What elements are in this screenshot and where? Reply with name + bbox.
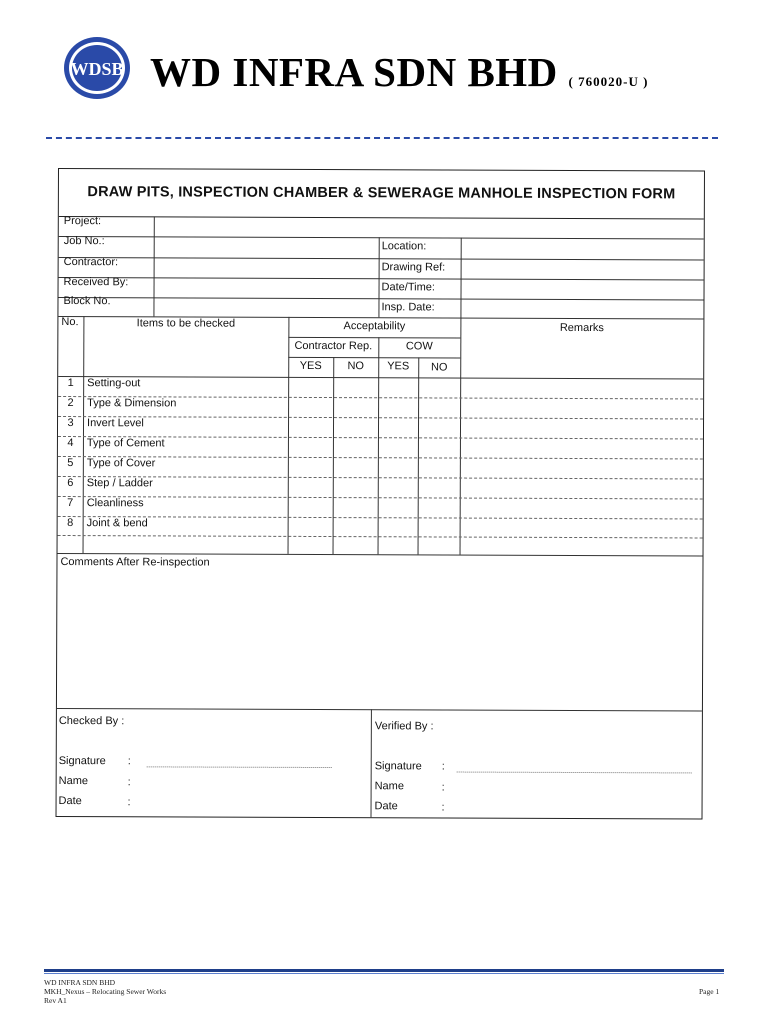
verified-date-label: Date	[374, 800, 398, 813]
colon: :	[441, 760, 445, 773]
item-row-line	[58, 416, 703, 419]
colon: :	[127, 776, 131, 789]
footer-rule-thin	[44, 973, 724, 974]
company-logo	[62, 35, 132, 101]
col-no-2: NO	[430, 361, 448, 374]
row-4-item: Type of Cement	[86, 437, 165, 450]
field-location: Location:	[381, 240, 427, 253]
col-yes-1: YES	[299, 359, 322, 373]
field-contractor: Contractor:	[63, 256, 119, 269]
col-yes2-divider	[418, 357, 420, 554]
footer-rule	[44, 969, 724, 972]
logo-text: WDSB	[70, 59, 124, 79]
field-date-time: Date/Time:	[381, 281, 435, 294]
colon: :	[441, 781, 445, 794]
row-2-no: 2	[67, 397, 74, 410]
col-remarks-header: Remarks	[559, 321, 604, 335]
checked-signature-label: Signature	[58, 755, 106, 768]
row-4-no: 4	[67, 437, 74, 450]
footer-project: MKH_Nexus – Relocating Sewer Works	[44, 987, 167, 996]
col-acceptability-header: Acceptability	[343, 320, 406, 333]
row-1-no: 1	[67, 377, 74, 390]
verified-name-label: Name	[374, 780, 404, 793]
row-5-no: 5	[67, 457, 74, 470]
company-name	[150, 48, 648, 96]
verified-by-label: Verified By :	[374, 720, 434, 733]
inspection-form	[56, 168, 705, 819]
colon: :	[127, 755, 131, 768]
info-right-divider	[460, 238, 461, 318]
footer-company: WD INFRA SDN BHD	[44, 978, 116, 987]
verified-signature-label: Signature	[374, 760, 422, 773]
field-insp-date: Insp. Date:	[381, 301, 435, 314]
row-3-no: 3	[67, 417, 74, 430]
comments-label: Comments After Re-inspection	[60, 556, 210, 569]
form-title: DRAW PITS, INSPECTION CHAMBER & SEWERAGE MANHOLE INSPECTION FORM	[59, 169, 704, 219]
row-8-item: Joint & bend	[86, 517, 148, 530]
info-label-divider	[153, 216, 154, 316]
row-8-no: 8	[67, 517, 74, 530]
row-7-no: 7	[67, 497, 74, 510]
item-row-line	[58, 496, 703, 499]
col-no-divider	[83, 316, 85, 553]
row-6-no: 6	[67, 477, 74, 490]
col-no-header: No.	[61, 316, 79, 329]
checked-date-label: Date	[58, 795, 82, 808]
col-cow-header: COW	[405, 340, 433, 353]
row-1-item: Setting-out	[87, 377, 141, 390]
row-7-item: Cleanliness	[86, 497, 144, 510]
signature-line	[147, 766, 332, 768]
col-contractor-header: Contractor Rep.	[294, 339, 373, 353]
registration-number: ( 760020-U )	[568, 74, 649, 89]
col-yes1-divider	[333, 357, 335, 554]
col-no-1: NO	[347, 360, 365, 373]
signature-divider	[371, 709, 372, 817]
comments-bottom-line	[57, 708, 702, 711]
checked-name-label: Name	[58, 775, 89, 788]
signature-line	[457, 772, 692, 774]
row-5-item: Type of Cover	[86, 457, 156, 470]
footer-revision: Rev A1	[44, 996, 67, 1005]
field-block-no: Block No.	[63, 295, 111, 308]
field-received-by: Received By:	[63, 276, 129, 289]
row-6-item: Step / Ladder	[86, 477, 153, 490]
item-row-line	[58, 476, 703, 479]
field-drawing-ref: Drawing Ref:	[381, 261, 446, 274]
header-divider	[46, 137, 718, 139]
col-yes-2: YES	[387, 360, 410, 373]
colon: :	[127, 796, 131, 809]
company-name-text: WD INFRA SDN BHD	[150, 49, 558, 95]
table-header-bottom	[58, 376, 703, 379]
info-mid-divider	[378, 237, 379, 317]
field-job-no: Job No.:	[63, 235, 105, 248]
checked-by-label: Checked By :	[58, 715, 125, 728]
col-items-header: Items to be checked	[136, 317, 236, 330]
row-3-item: Invert Level	[86, 417, 144, 430]
field-project: Project:	[63, 215, 102, 228]
item-row-line	[58, 516, 703, 519]
footer-page: Page 1	[699, 987, 720, 996]
row-2-item: Type & Dimension	[87, 397, 177, 410]
item-row-line	[58, 535, 703, 538]
colon: :	[441, 801, 445, 814]
